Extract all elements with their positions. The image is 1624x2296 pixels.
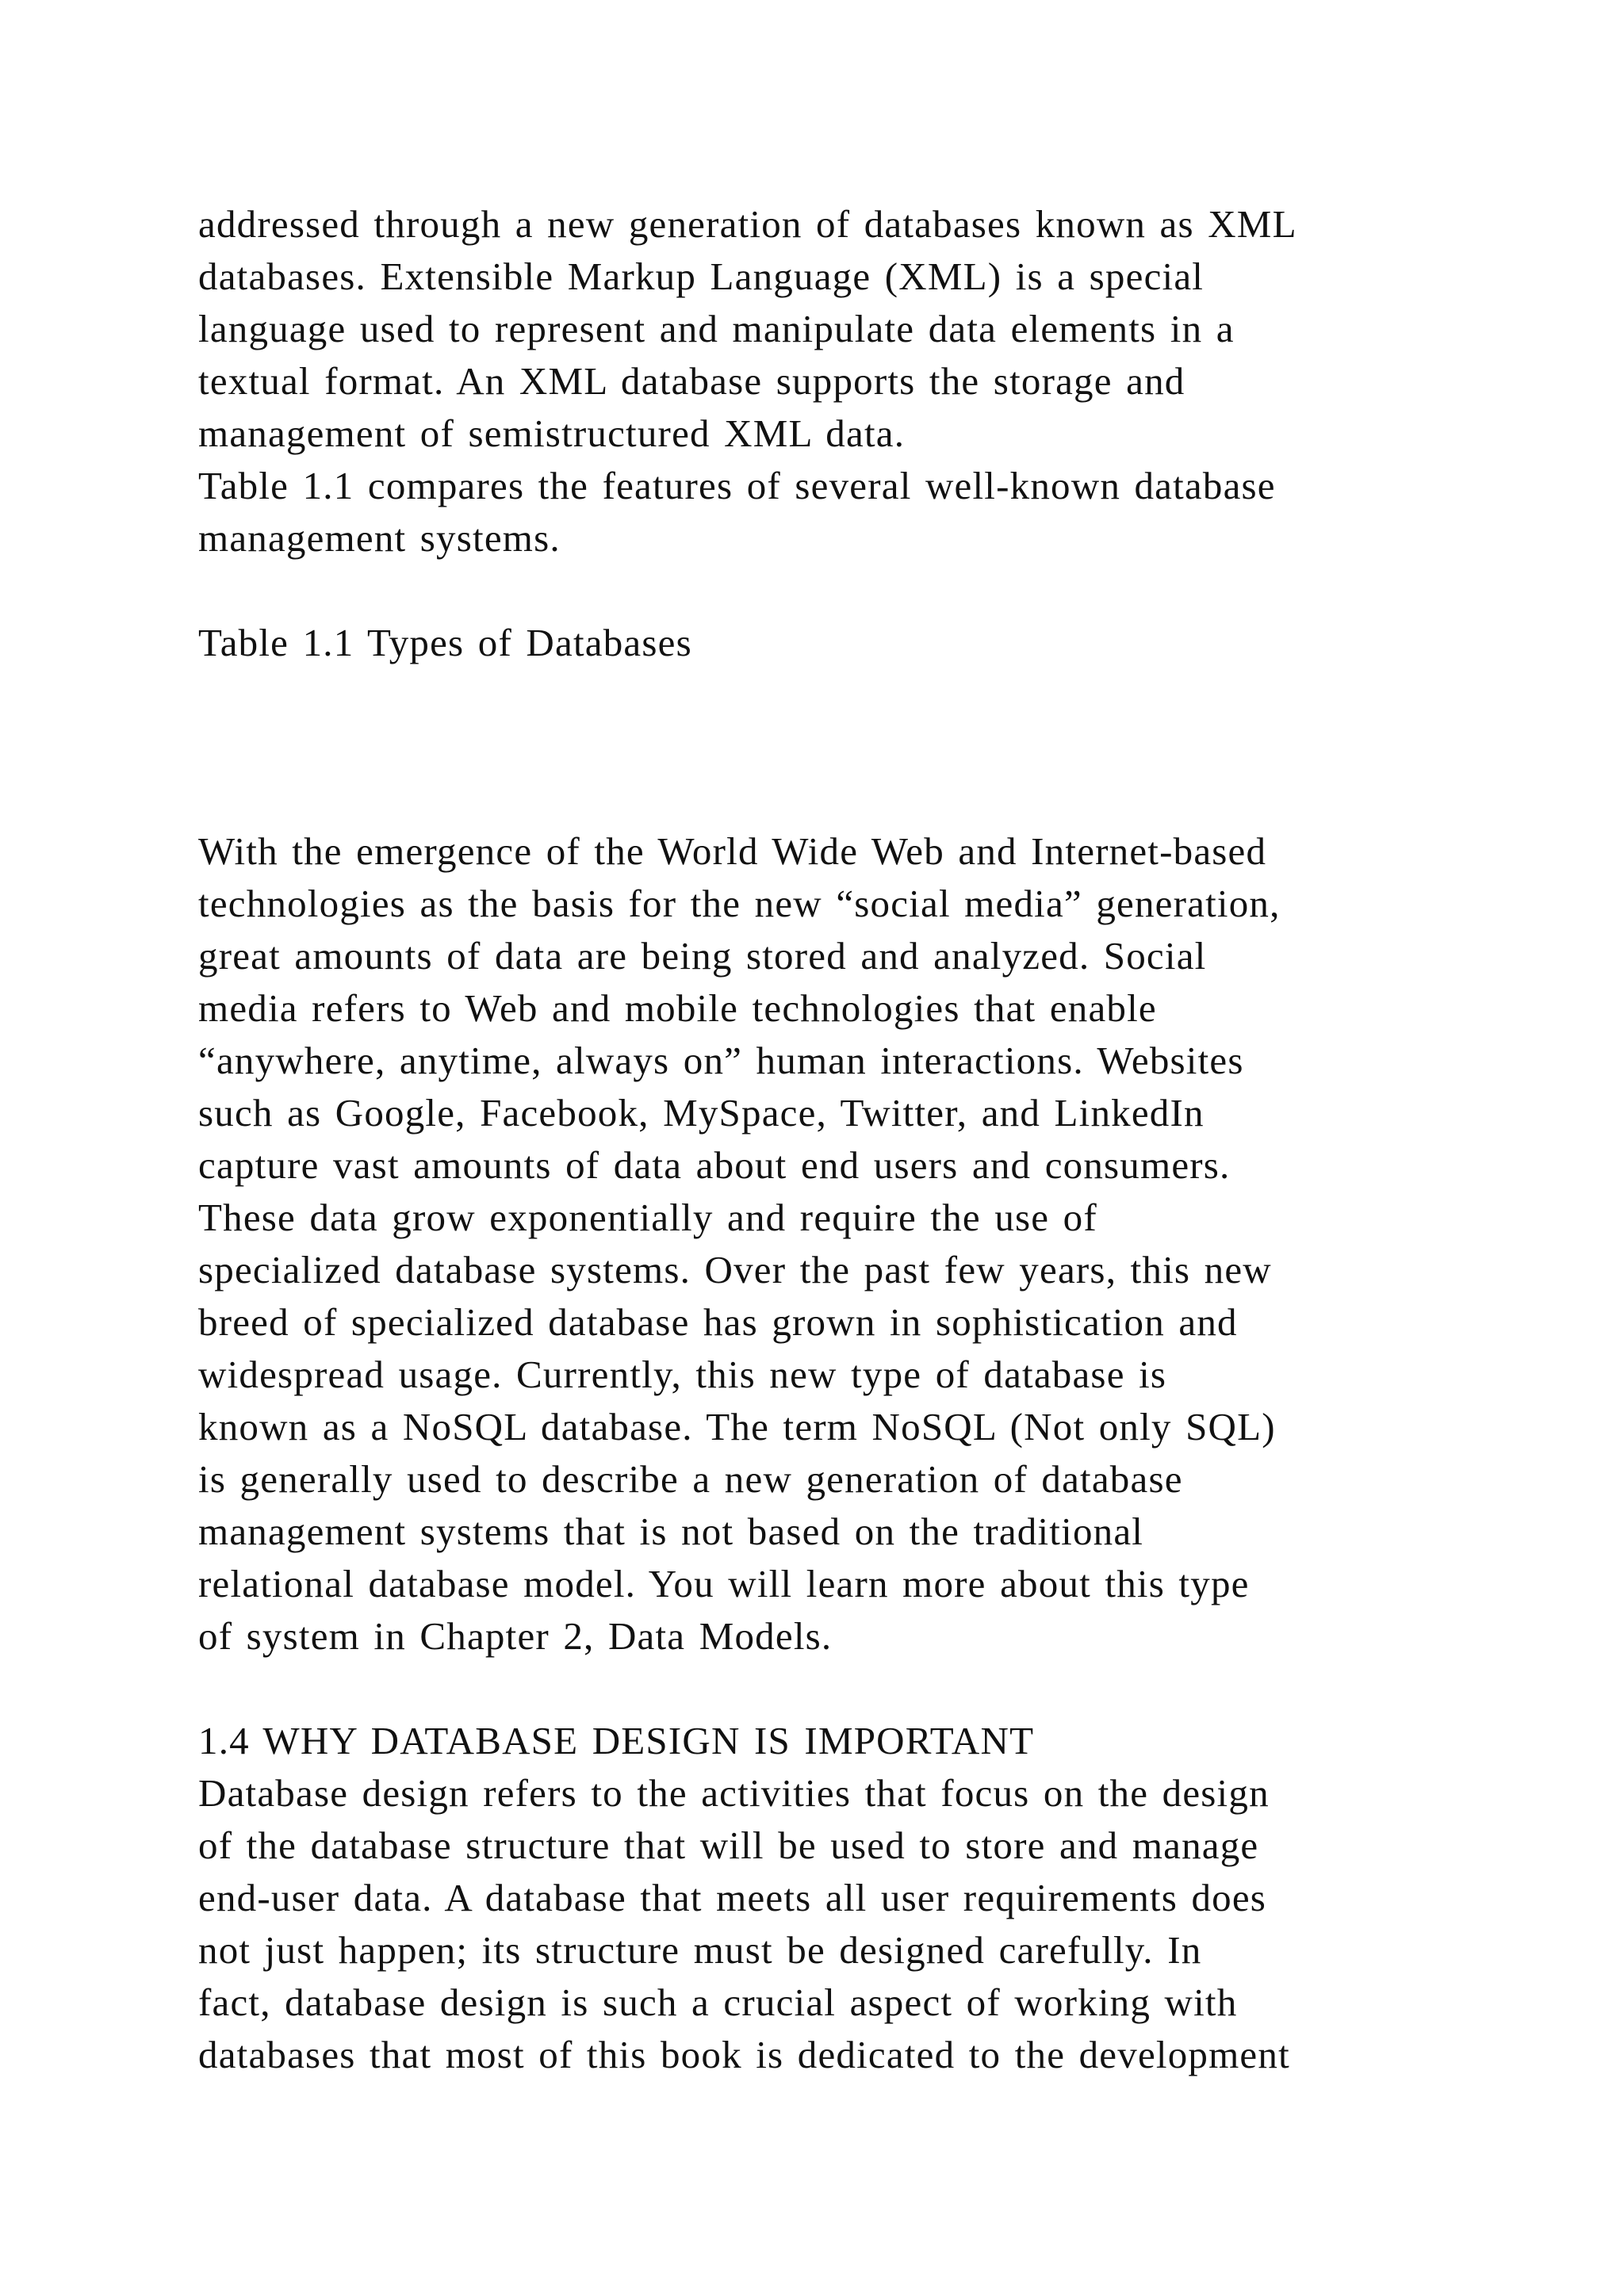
text-line: widespread usage. Currently, this new type of database is bbox=[198, 1353, 1167, 1396]
text-line: Database design refers to the activities that focus on the design bbox=[198, 1771, 1270, 1815]
text-line: end-user data. A database that meets all user requirements does bbox=[198, 1876, 1267, 1919]
text-line: fact, database design is such a crucial aspect of working with bbox=[198, 1980, 1238, 2024]
text-line: relational database model. You will learn more about this type bbox=[198, 1562, 1250, 1605]
text-line: media refers to Web and mobile technologies that enable bbox=[198, 986, 1157, 1030]
text-line: These data grow exponentially and require the use of bbox=[198, 1196, 1097, 1239]
text-line: of the database structure that will be used to store and manage bbox=[198, 1823, 1259, 1867]
text-line: databases. Extensible Markup Language (XML) is a special bbox=[198, 254, 1205, 298]
text-line: such as Google, Facebook, MySpace, Twitter, and LinkedIn bbox=[198, 1091, 1205, 1135]
text-line: not just happen; its structure must be designed carefully. In bbox=[198, 1928, 1202, 1972]
text-line: technologies as the basis for the new “social media” generation, bbox=[198, 882, 1281, 925]
text-line: breed of specialized database has grown in sophistication and bbox=[198, 1300, 1238, 1344]
text-line: is generally used to describe a new generation of database bbox=[198, 1457, 1183, 1501]
section-heading: 1.4 WHY DATABASE DESIGN IS IMPORTANT bbox=[198, 1719, 1035, 1762]
text-line: databases that most of this book is dedicated to the development bbox=[198, 2033, 1290, 2076]
text-line: textual format. An XML database supports the storage and bbox=[198, 359, 1185, 403]
text-line: management systems that is not based on the traditional bbox=[198, 1510, 1144, 1553]
text-line: known as a NoSQL database. The term NoSQL (Not only SQL) bbox=[198, 1405, 1276, 1448]
text-line: addressed through a new generation of databases known as XML bbox=[198, 202, 1297, 246]
blank-line bbox=[198, 564, 1435, 617]
text-line: great amounts of data are being stored and analyzed. Social bbox=[198, 934, 1207, 978]
text-line: specialized database systems. Over the past few years, this new bbox=[198, 1248, 1272, 1292]
text-line: With the emergence of the World Wide Web and Internet-based bbox=[198, 829, 1267, 873]
text-line: management systems. bbox=[198, 516, 561, 560]
blank-line bbox=[198, 1663, 1435, 1715]
paragraph-xml-databases bbox=[198, 198, 1435, 669]
paragraph-social-media bbox=[198, 825, 1435, 2081]
text-line: Table 1.1 compares the features of several well-known database bbox=[198, 464, 1276, 507]
text-line: “anywhere, anytime, always on” human interactions. Websites bbox=[198, 1039, 1244, 1082]
text-line: language used to represent and manipulate data elements in a bbox=[198, 307, 1235, 350]
text-line: of system in Chapter 2, Data Models. bbox=[198, 1614, 833, 1658]
text-line: management of semistructured XML data. bbox=[198, 411, 906, 455]
text-line: capture vast amounts of data about end users and consumers. bbox=[198, 1143, 1231, 1187]
table-caption: Table 1.1 Types of Databases bbox=[198, 621, 692, 664]
